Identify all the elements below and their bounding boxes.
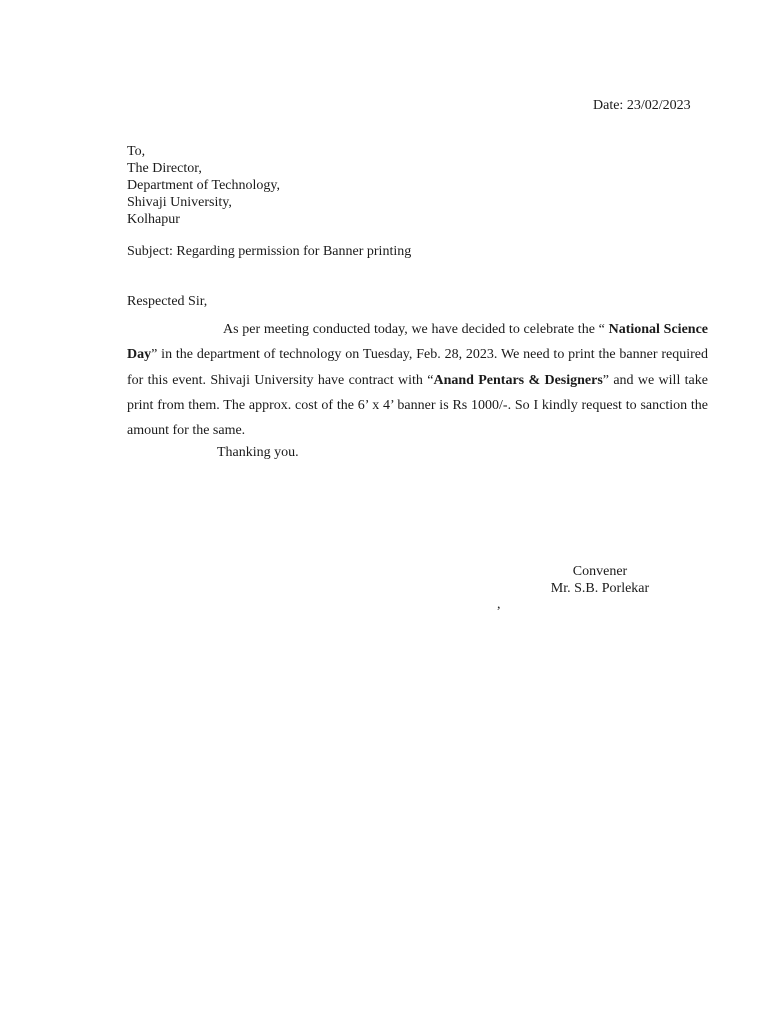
signer-title: Convener	[572, 564, 628, 579]
address-line: Department of Technology,	[127, 178, 280, 193]
recipient-address	[127, 143, 280, 228]
event-name: National Science Day	[127, 322, 709, 363]
letter-body	[127, 317, 708, 443]
body-text: As per meeting conducted today, we have decided to celebrate the “	[223, 322, 609, 337]
address-line: Shivaji University,	[127, 195, 232, 210]
signer-name: Mr. S.B. Porlekar	[550, 581, 650, 596]
address-line: Kolhapur	[127, 212, 180, 227]
salutation: Respected Sir,	[127, 294, 208, 309]
address-line: The Director,	[127, 161, 202, 176]
signature-block	[540, 563, 660, 597]
closing: Thanking you.	[217, 445, 299, 460]
body-text: ” and we will take print from them. The approx. cost of the 6’ x 4’ banner is Rs 1000/-. So I kindly request to sanction the amount for the same.	[127, 372, 708, 439]
letter-subject: Subject: Regarding permission for Banner printing	[127, 244, 412, 259]
vendor-name: Anand Pentars & Designers	[433, 372, 603, 388]
body-text: ” in the department of technology on Tuesday, Feb. 28, 2023. We need to print the banner required for this event. Shivaji University have contract with “	[127, 347, 708, 388]
address-line: To,	[127, 144, 146, 159]
letter-date: Date: 23/02/2023	[593, 98, 691, 113]
stray-mark: ,	[497, 597, 501, 612]
